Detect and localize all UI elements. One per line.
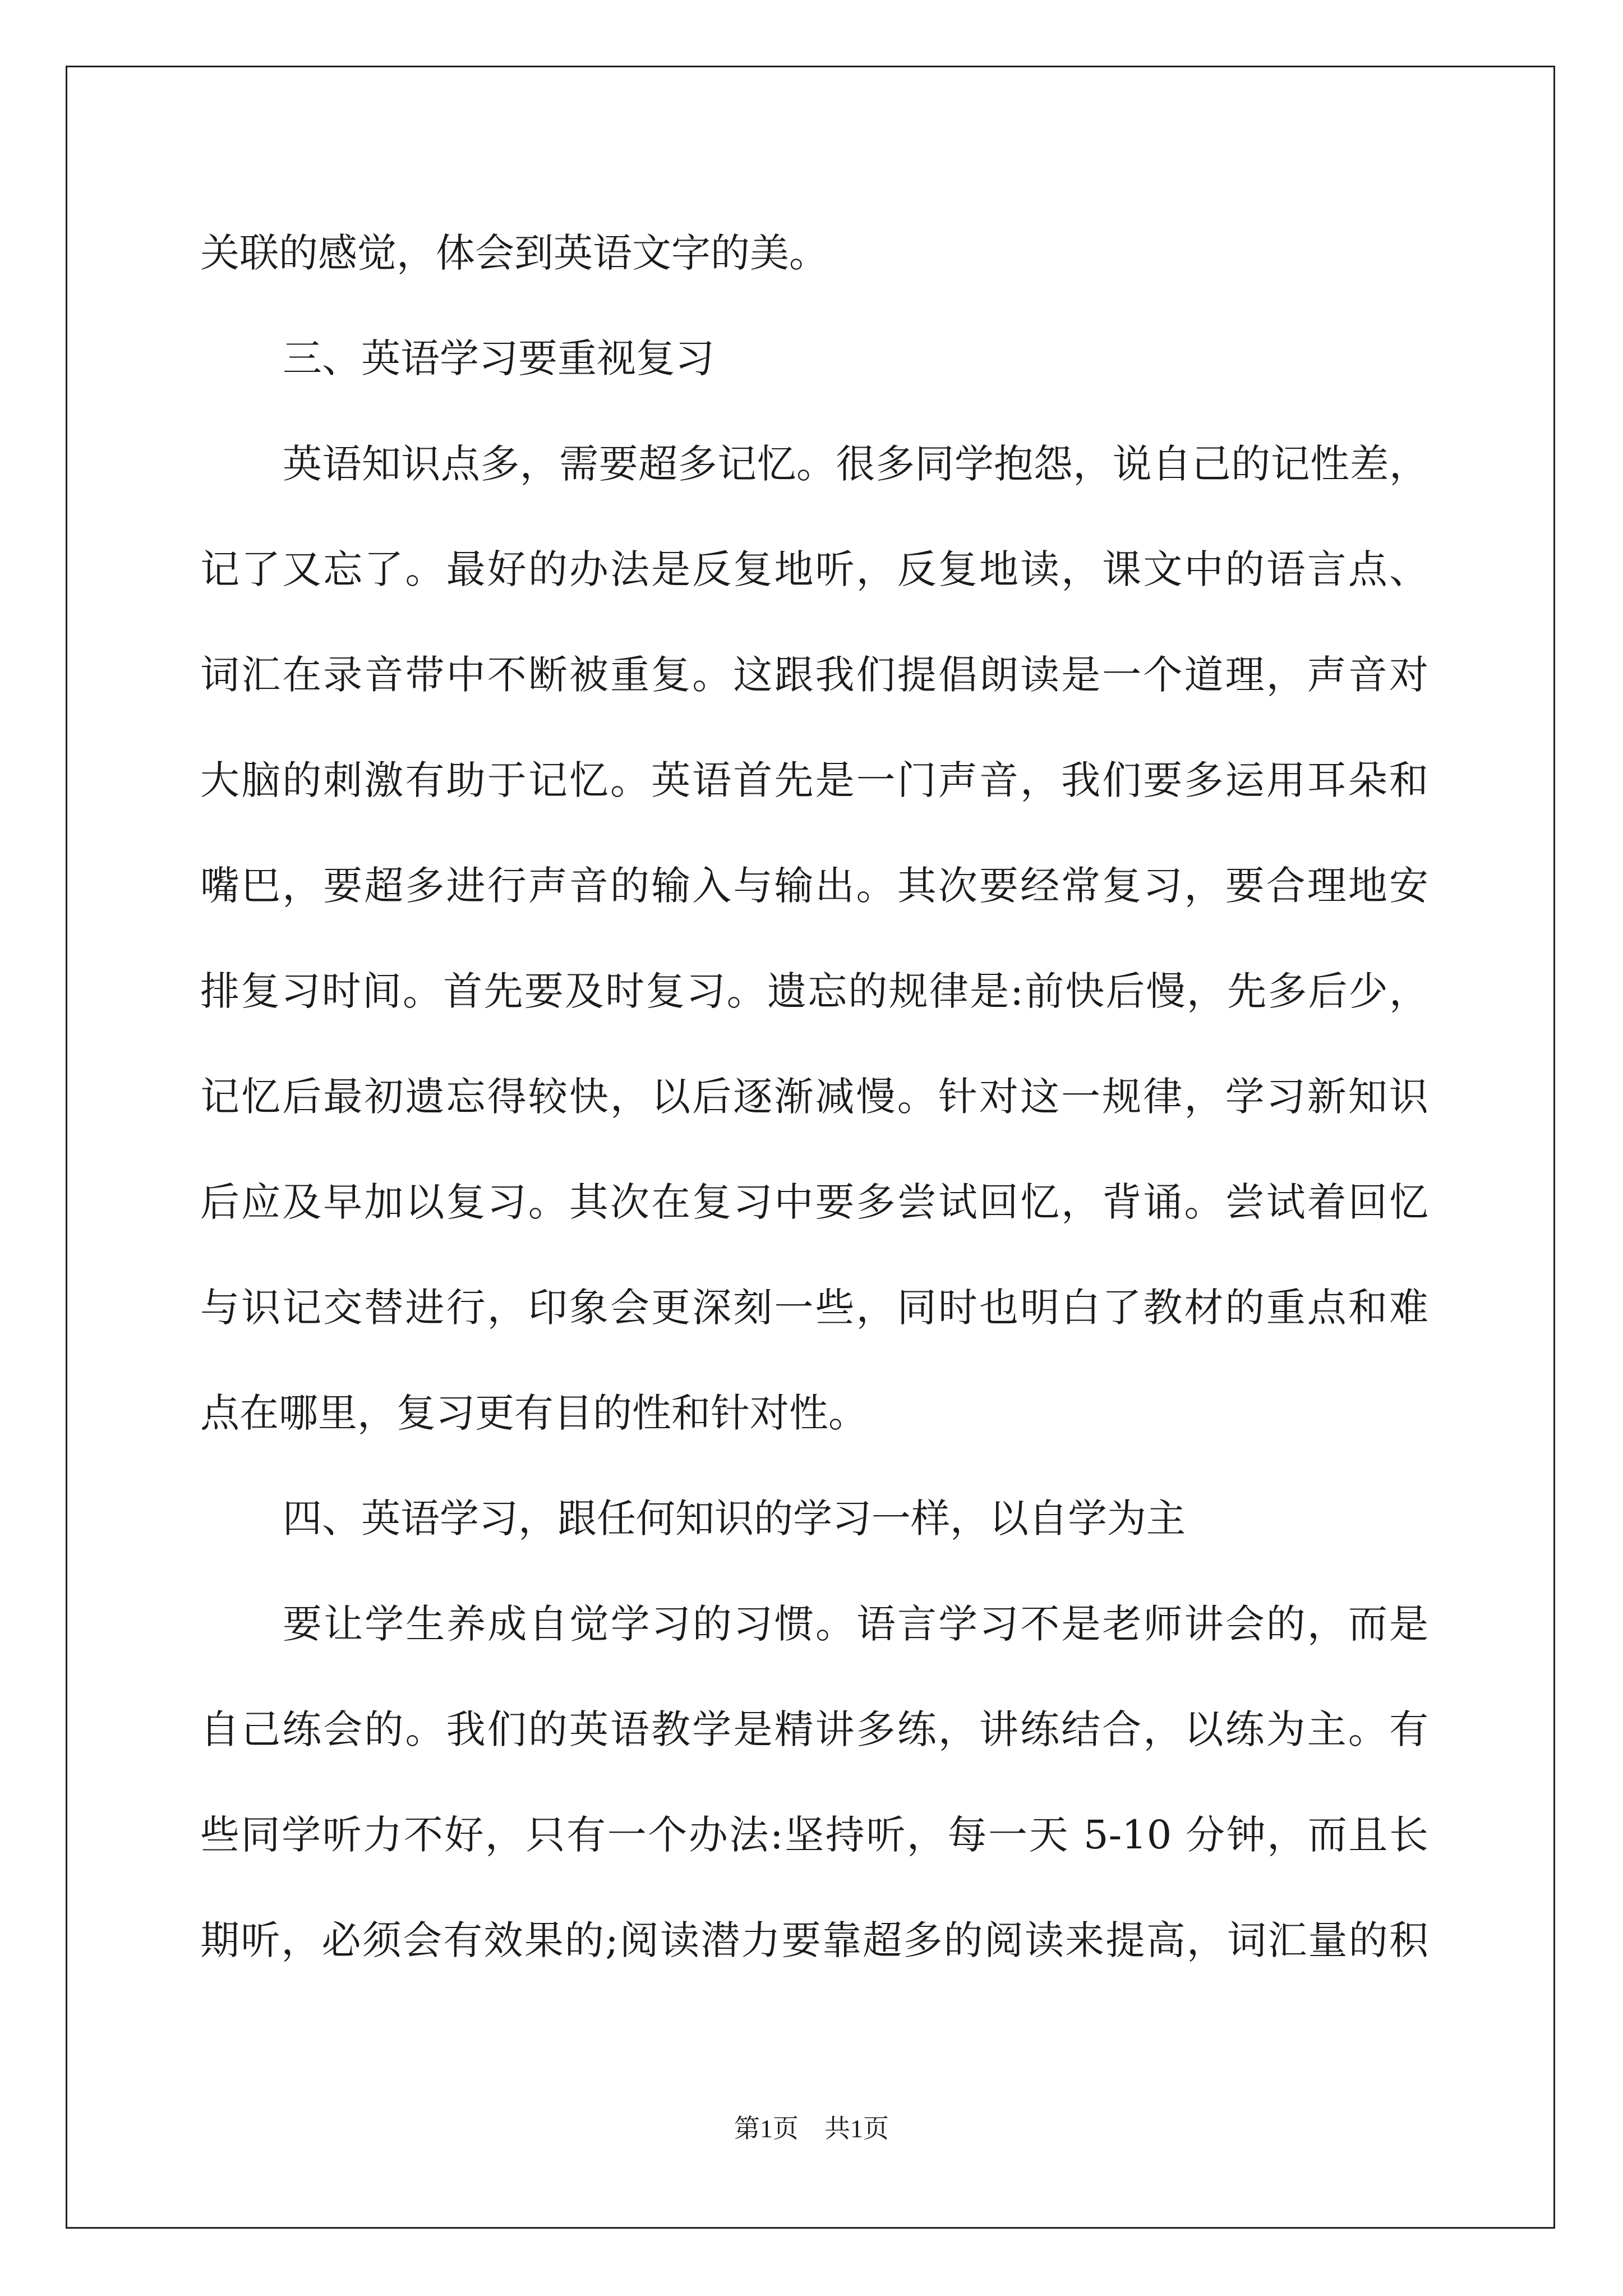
section-heading: 三、英语学习要重视复习 [283,335,714,381]
paragraph-line: 期听，必须会有效果的;阅读潜力要靠超多的阅读来提高，词汇量的积 [200,1917,1428,1963]
paragraph-line: 些同学听力不好，只有一个办法:坚持听，每一天 5-10 分钟，而且长 [200,1812,1428,1858]
paragraph-line: 要让学生养成自觉学习的习惯。语言学习不是老师讲会的，而是 [283,1601,1428,1647]
section-heading: 四、英语学习，跟任何知识的学习一样，以自学为主 [283,1496,1186,1542]
paragraph-line: 记忆后最初遗忘得较快，以后逐渐减慢。针对这一规律，学习新知识 [200,1074,1428,1120]
page-number-footer: 第1页 共1页 [734,2114,889,2143]
paragraph-line: 记了又忘了。最好的办法是反复地听，反复地读，课文中的语言点、 [200,546,1428,592]
paragraph-line: 点在哪里，复习更有目的性和针对性。 [200,1390,868,1436]
paragraph-line: 与识记交替进行，印象会更深刻一些，同时也明白了教材的重点和难 [200,1285,1428,1331]
document-body [200,200,1428,1993]
paragraph-line: 关联的感觉，体会到英语文字的美。 [200,230,828,276]
paragraph-line: 后应及早加以复习。其次在复习中要多尝试回忆，背诵。尝试着回忆 [200,1179,1428,1225]
paragraph-line: 英语知识点多，需要超多记忆。很多同学抱怨，说自己的记性差， [283,441,1428,487]
paragraph-line: 嘴巴，要超多进行声音的输入与输出。其次要经常复习，要合理地安 [200,863,1428,909]
paragraph-line: 词汇在录音带中不断被重复。这跟我们提倡朗读是一个道理，声音对 [200,652,1428,698]
paragraph-line: 大脑的刺激有助于记忆。英语首先是一门声音，我们要多运用耳朵和 [200,757,1428,803]
paragraph-line: 排复习时间。首先要及时复习。遗忘的规律是:前快后慢，先多后少， [200,968,1428,1014]
paragraph-line: 自己练会的。我们的英语教学是精讲多练，讲练结合，以练为主。有 [200,1706,1428,1752]
